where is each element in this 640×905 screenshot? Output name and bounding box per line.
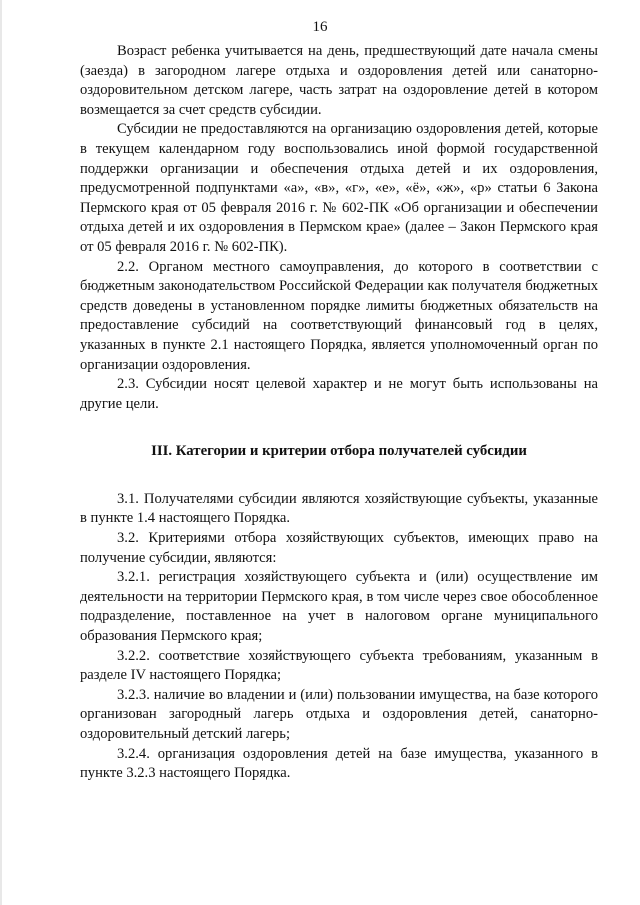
page-number: 16: [312, 19, 328, 35]
paragraph-3-2-3: 3.2.3. наличие во владении и (или) пользовании имущества, на базе которого организован загородный лагерь отдыха и оздоровления детей, санаторно-оздоровительный детский лагерь;: [80, 686, 598, 742]
paragraph-3-2: 3.2. Критериями отбора хозяйствующих субъектов, имеющих право на получение субсидии, являются:: [80, 530, 598, 566]
paragraph-3-1: 3.1. Получателями субсидии являются хозяйствующие субъекты, указанные в пункте 1.4 настоящего Порядка.: [80, 490, 598, 527]
section-heading-iii: III. Категории и критерии отбора получателей субсидии: [151, 443, 527, 460]
paragraph-2-3: 2.3. Субсидии носят целевой характер и не могут быть использованы на другие цели.: [80, 376, 598, 412]
paragraph-3-2-1: 3.2.1. регистрация хозяйствующего субъекта и (или) осуществление им деятельности на территории Пермского края, в том числе через свое обособленное подразделение, поставленное на учет в налоговом органе муниципального образования Пермского края;: [80, 569, 598, 645]
paragraph-2-2: 2.2. Органом местного самоуправления, до которого в соответствии с бюджетным законодательством Российской Федерации как получателя бюджетных средств доведены в установленном порядке лимиты бюджетных обязательств на предоставление субсидий на соответствующий финансовый год в целях, указанных в пункте 2.1 настоящего Порядка, является уполномоченный орган по организации оздоровления.: [80, 258, 598, 373]
paragraph-child-age: Возраст ребенка учитывается на день, предшествующий дате начала смены (заезда) в загородном лагере отдыха и оздоровления детей или санаторно-оздоровительном детском лагере, часть затрат на оздоровление детей в котором возмещается за счет средств субсидии.: [80, 43, 598, 118]
paragraph-3-2-2: 3.2.2. соответствие хозяйствующего субъекта требованиям, указанным в разделе IV настоящего Порядка;: [80, 647, 598, 684]
scan-edge: [0, 0, 2, 905]
paragraph-subsidy-exclusion: Субсидии не предоставляются на организацию оздоровления детей, которые в текущем календарном году воспользовались иной формой государственной поддержки организации и обеспечения отдыха детей и их оздоровления, предусмотренной подпунктами «а», «в», «г», «е», «ё», «ж», «р» статьи 6 Закона Пермского края от 05 февраля 2016 г. № 602-ПК «Об организации и обеспечении отдыха детей и их оздоровления в Пермском крае» (далее – Закон Пермского края от 05 февраля 2016 г. № 602-ПК).: [80, 121, 598, 255]
document-body: [80, 42, 598, 784]
paragraph-3-2-4: 3.2.4. организация оздоровления детей на базе имущества, указанного в пункте 3.2.3 настоящего Порядка.: [80, 745, 598, 782]
